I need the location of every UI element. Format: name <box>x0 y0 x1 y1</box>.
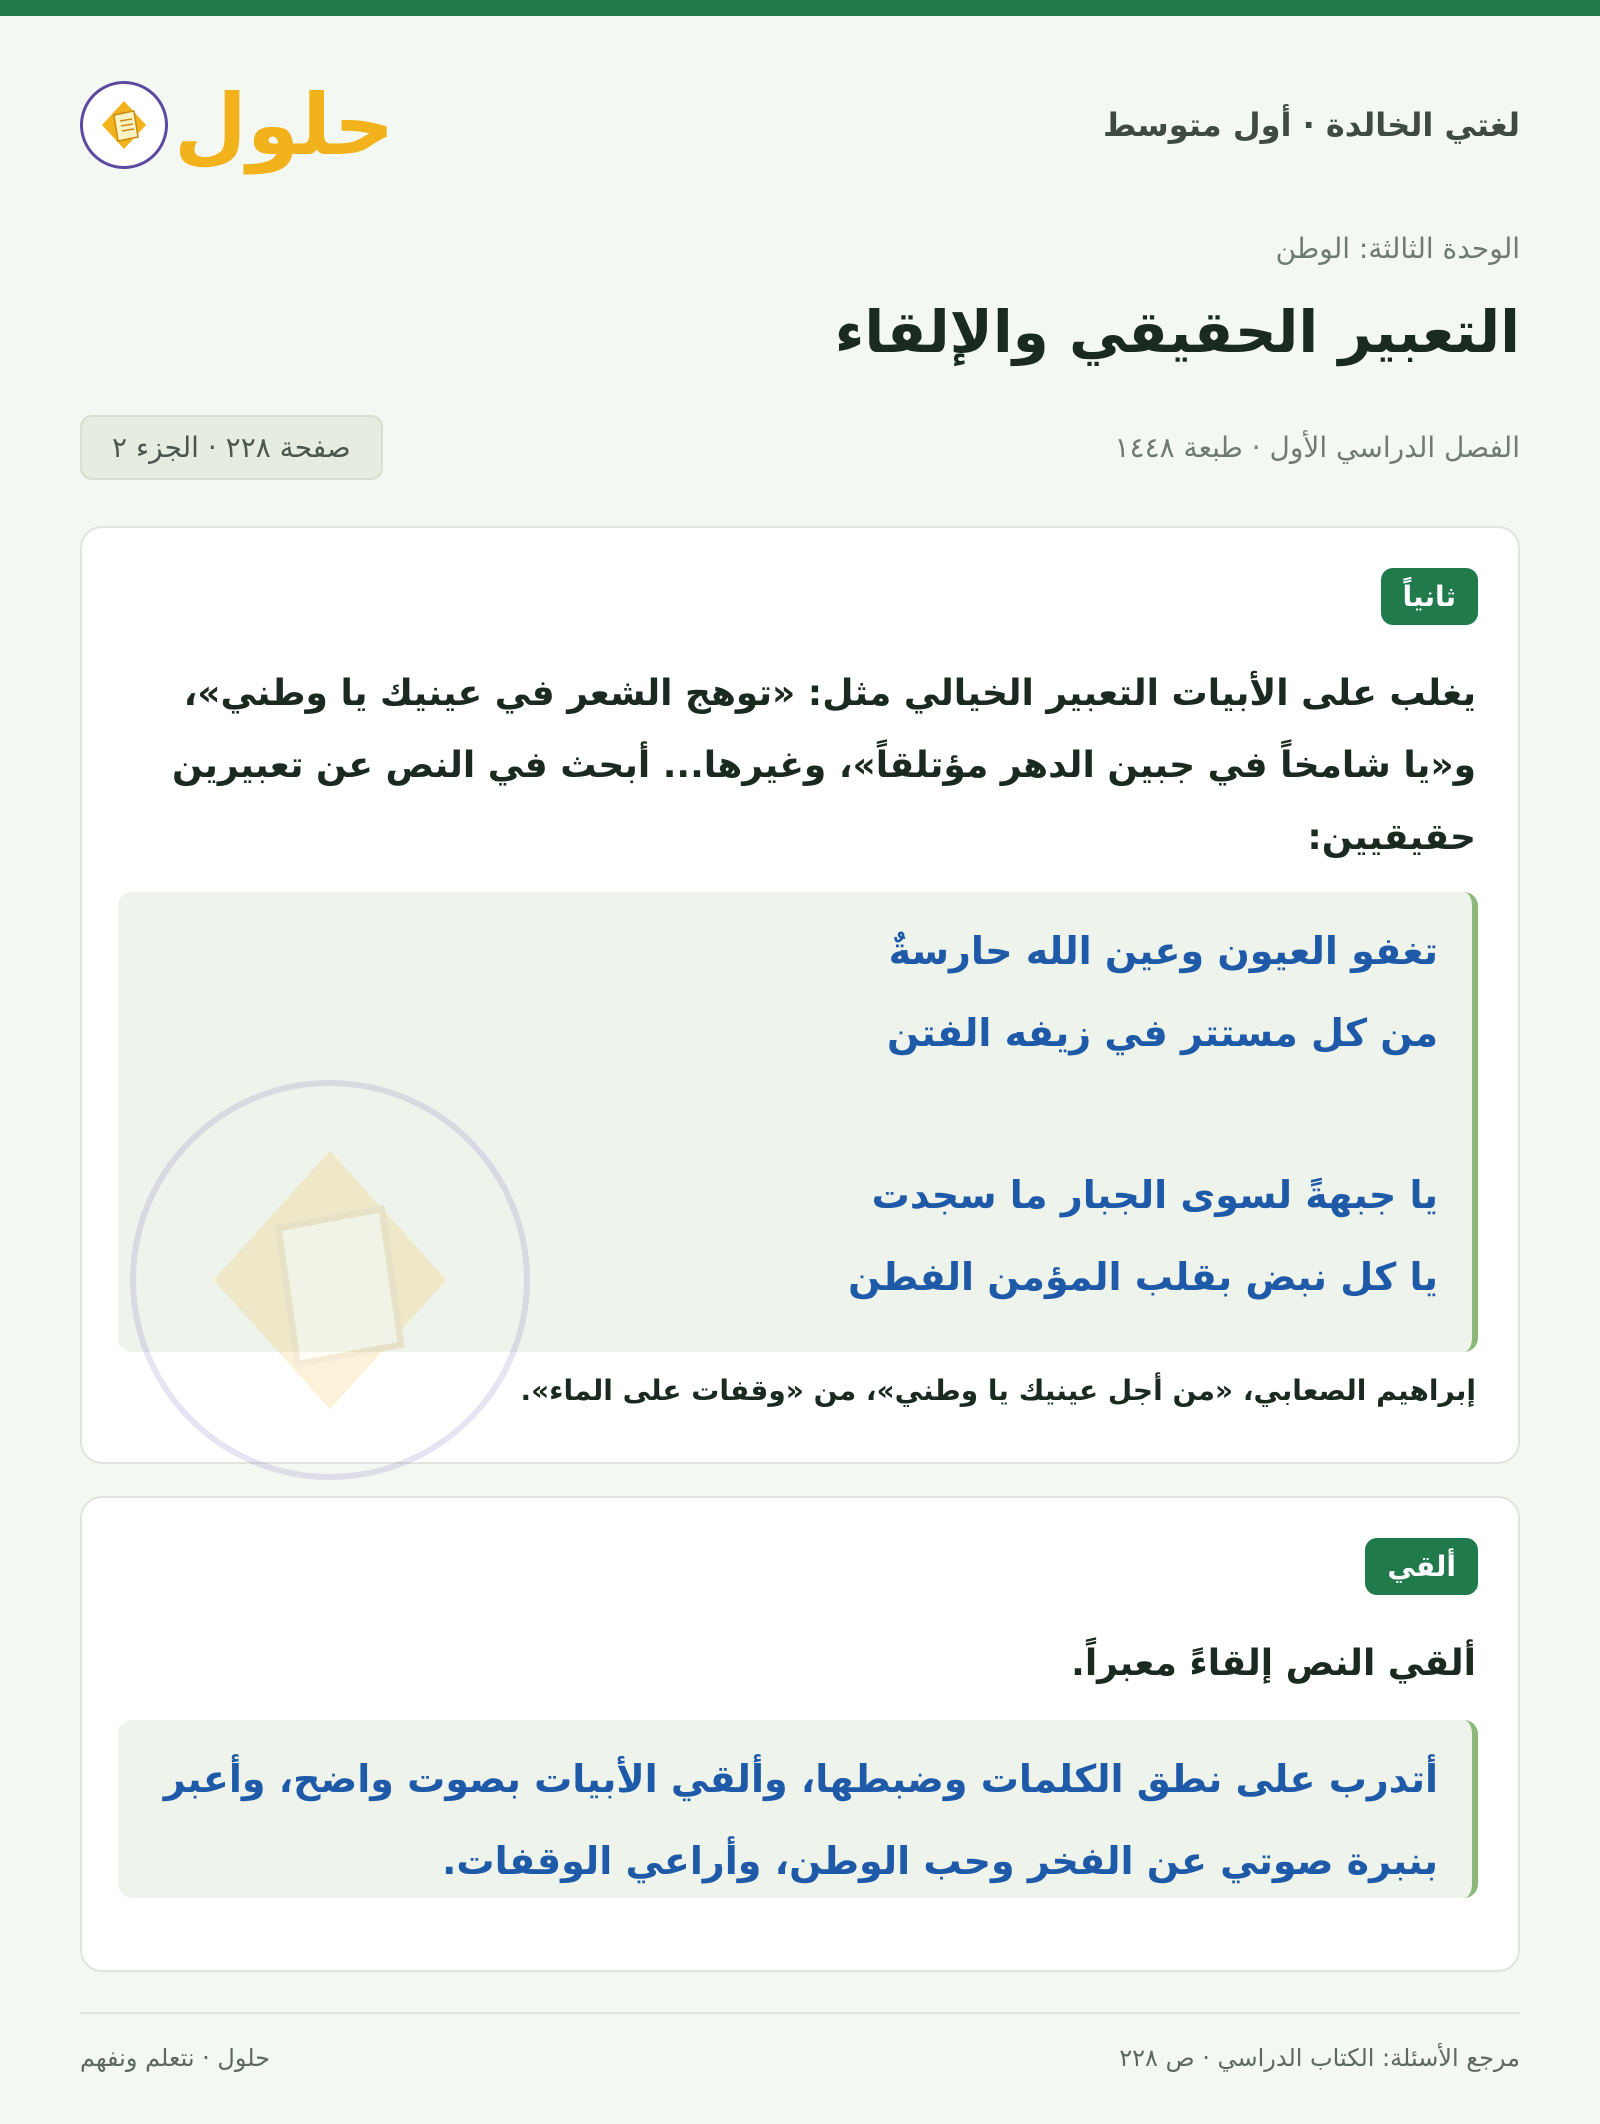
meta-row <box>80 412 1520 482</box>
brand-logo[interactable] <box>80 76 395 174</box>
page-badge: صفحة ٢٢٨ · الجزء ٢ <box>80 415 383 480</box>
unit-label: الوحدة الثالثة: الوطن <box>1275 232 1520 265</box>
section-tag: ثانياً <box>1381 568 1478 625</box>
question-text: ألقي النص إلقاءً معبراً. <box>1071 1643 1476 1684</box>
verse-line: تغفو العيون وعين الله حارسةٌ <box>888 929 1438 973</box>
footer-reference: مرجع الأسئلة: الكتاب الدراسي · ص ٢٢٨ <box>1119 2044 1520 2072</box>
question-card-2 <box>80 1496 1520 1972</box>
verse-spacer <box>118 1074 1438 1154</box>
question-card-1 <box>80 526 1520 1464</box>
verse-line: من كل مستتر في زيفه الفتن <box>887 1011 1438 1055</box>
page-header <box>80 60 1520 190</box>
page-title: التعبير الحقيقي والإلقاء <box>834 298 1520 366</box>
footer-divider <box>80 2012 1520 2014</box>
poem-citation: إبراهيم الصعابي، «من أجل عينيك يا وطني»، من «وقفات على الماء». <box>520 1374 1476 1407</box>
footer-brand: حلول · نتعلم ونفهم <box>80 2044 270 2072</box>
verse-line: يا كل نبض بقلب المؤمن الفطن <box>848 1255 1438 1299</box>
answer-box <box>118 1720 1478 1898</box>
page-footer <box>80 2044 1520 2072</box>
top-accent-bar <box>0 0 1600 16</box>
answer-box <box>118 892 1478 1352</box>
logo-wordmark: حلول <box>174 76 395 174</box>
book-icon <box>80 81 168 169</box>
series-title: لغتي الخالدة · أول متوسط <box>1103 106 1520 144</box>
section-tag: ألقي <box>1365 1538 1478 1595</box>
question-text: يغلب على الأبيات التعبير الخيالي مثل: «توهج الشعر في عينيك يا وطني»، و«يا شامخاً في جبين الدهر مؤتلقاً»، وغيرها... أبحث في النص عن تعبيرين حقيقيين: <box>171 673 1476 858</box>
verse-line: يا جبهةً لسوى الجبار ما سجدت <box>871 1173 1438 1217</box>
semester-label: الفصل الدراسي الأول · طبعة ١٤٤٨ <box>1114 430 1520 464</box>
answer-text: أتدرب على نطق الكلمات وضبطها، وألقي الأبيات بصوت واضح، وأعبر بنبرة صوتي عن الفخر وحب الوطن، وأراعي الوقفات. <box>163 1757 1438 1883</box>
